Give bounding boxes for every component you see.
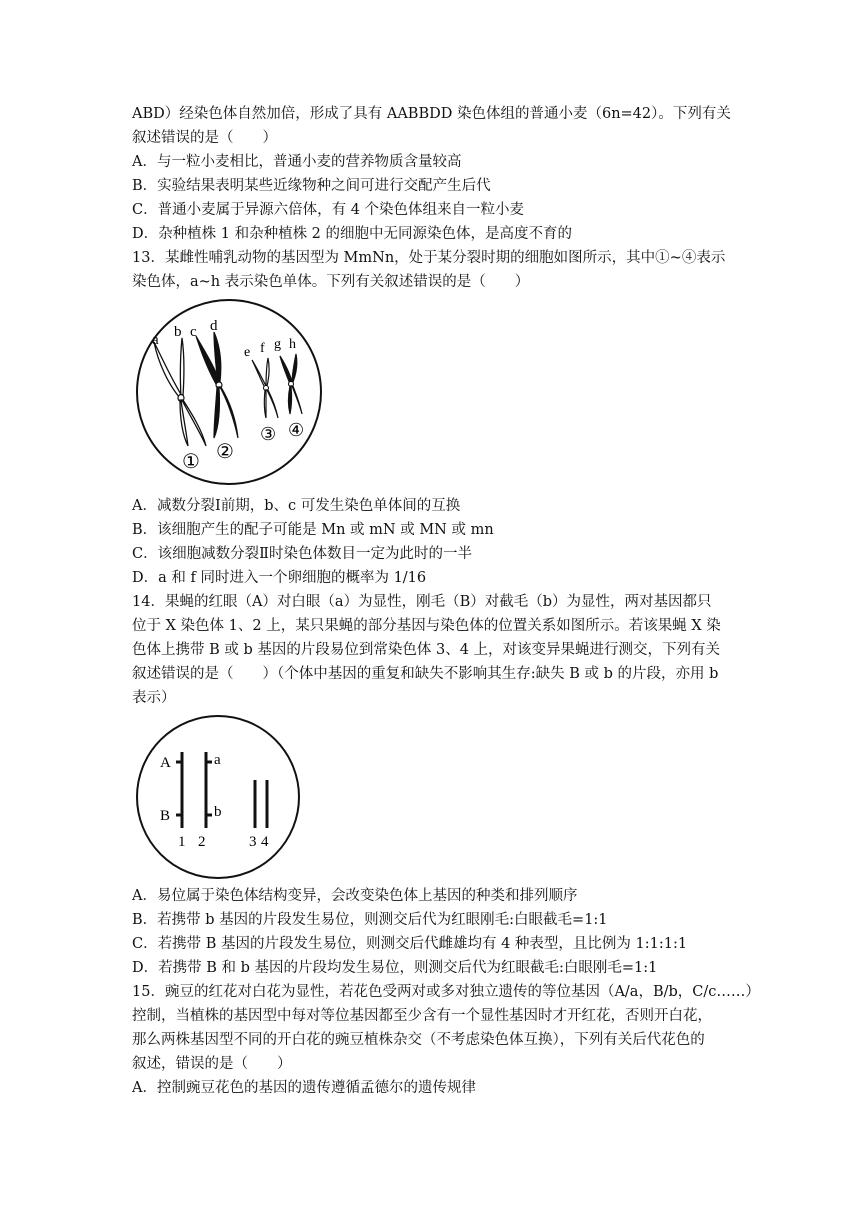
cell-outline	[137, 716, 299, 878]
chromatid-e-upper	[252, 360, 266, 388]
label-number-1: 1	[178, 834, 186, 850]
label-number-2: 2	[198, 834, 206, 850]
chromatid-g-lower	[289, 386, 292, 414]
q14-option-a: A．易位属于染色体结构变异，会改变染色体上基因的种类和排列顺序	[132, 888, 578, 904]
q14-stem-line-2: 位于 X 染色体 1、2 上，某只果蝇的部分基因与染色体的位置关系如图所示。若该果蝇 X 染	[132, 618, 721, 634]
q14-option-d: D．若携带 B 和 b 基因的片段均发生易位，则测交后代为红眼截毛:白眼刚毛=1:1	[132, 960, 658, 976]
q15-stem-line-4: 叙述，错误的是（ ）	[132, 1056, 292, 1072]
label-f: f	[260, 341, 265, 356]
label-b: b	[174, 324, 182, 340]
q13-option-c: C．该细胞减数分裂Ⅱ时染色体数目一定为此时的一半	[132, 546, 472, 562]
label-chromosome-1: ①	[182, 451, 200, 473]
q15-stem-line-3: 那么两株基因型不同的开白花的豌豆植株杂交（不考虑染色体互换），下列有关后代花色的	[132, 1032, 705, 1048]
chromatid-f-lower	[267, 390, 278, 418]
label-g: g	[274, 337, 281, 352]
q13-option-d: D．a 和 f 同时进入一个卵细胞的概率为 1/16	[132, 570, 427, 586]
q14-option-c: C．若携带 B 基因的片段发生易位，则测交后代雌雄均有 4 种表型，且比例为 1:1:1:1	[132, 936, 688, 952]
label-b: b	[214, 804, 222, 820]
q13-stem-line-1: 13．某雌性哺乳动物的基因型为 MmNn，处于某分裂时期的细胞如图所示，其中①~④表示	[132, 250, 726, 266]
chromatid-f-upper	[266, 358, 269, 388]
q14-stem-line-3: 色体上携带 B 或 b 基因的片段易位到常染色体 3、4 上，对该变异果蝇进行测交，下列有关	[132, 642, 721, 658]
label-a: a	[152, 332, 159, 348]
q15-stem-line-1: 15．豌豆的红花对白花为显性，若花色受两对或多对独立遗传的等位基因（A/a，B/b，C/c……）	[132, 984, 760, 1000]
chromatid-a-upper	[154, 342, 182, 398]
label-number-4: 4	[261, 834, 269, 850]
q12-option-d: D．杂种植株 1 和杂种植株 2 的细胞中无同源染色体，是高度不育的	[132, 226, 573, 242]
label-d: d	[210, 318, 218, 334]
q14-stem-line-5: 表示）	[132, 690, 176, 706]
q13-option-b: B．该细胞产生的配子可能是 Mn 或 mN 或 MN 或 mn	[132, 522, 494, 538]
label-c: c	[190, 324, 197, 340]
label-e: e	[244, 345, 251, 360]
q12-stem-line-1: ABD）经染色体自然加倍，形成了具有 AABBDD 染色体组的普通小麦（6n=42）。下列有关	[132, 106, 731, 122]
label-chromosome-4: ④	[288, 420, 305, 440]
q13-cell-diagram	[134, 296, 324, 488]
label-A: A	[160, 755, 171, 771]
q14-stem-line-4: 叙述错误的是（ ）（个体中基因的重复和缺失不影响其生存:缺失 B 或 b 的片段，亦用 b	[132, 666, 719, 682]
label-chromosome-3: ③	[260, 424, 277, 444]
q12-option-a: A．与一粒小麦相比，普通小麦的营养物质含量较高	[132, 154, 462, 170]
q15-option-a: A．控制豌豆花色的基因的遗传遵循孟德尔的遗传规律	[132, 1080, 476, 1096]
q14-chromosome-diagram	[134, 712, 302, 882]
chromatid-d-lower	[220, 387, 238, 438]
label-a: a	[214, 752, 221, 768]
chromatid-g-upper	[280, 356, 292, 384]
q14-stem-line-1: 14．果蝇的红眼（A）对白眼（a）为显性，刚毛（B）对截毛（b）为显性，两对基因都只	[132, 594, 712, 610]
label-number-3: 3	[249, 834, 257, 850]
q12-option-b: B．实验结果表明某些近缘物种之间可进行交配产生后代	[132, 178, 491, 194]
q13-stem-line-2: 染色体，a~h 表示染色单体。下列有关叙述错误的是（ ）	[132, 274, 530, 290]
chromatid-h-upper	[292, 354, 297, 384]
label-B: B	[160, 808, 171, 824]
q14-option-b: B．若携带 b 基因的片段发生易位，则测交后代为红眼刚毛:白眼截毛=1:1	[132, 912, 608, 928]
q12-stem-line-2: 叙述错误的是（ ）	[132, 130, 277, 146]
q15-stem-line-2: 控制，当植株的基因型中每对等位基因都至少含有一个显性基因时才开红花，否则开白花，	[132, 1008, 712, 1024]
label-h: h	[289, 337, 296, 352]
label-chromosome-2: ②	[216, 441, 234, 463]
chromatid-e-lower	[264, 390, 266, 418]
chromatid-b-upper	[180, 338, 184, 398]
chromatid-h-lower	[292, 386, 302, 414]
q13-option-a: A．减数分裂Ⅰ前期，b、c 可发生染色单体间的互换	[132, 498, 461, 514]
q12-option-c: C．普通小麦属于异源六倍体，有 4 个染色体组来自一粒小麦	[132, 202, 525, 218]
chromatid-c-lower	[214, 387, 219, 438]
